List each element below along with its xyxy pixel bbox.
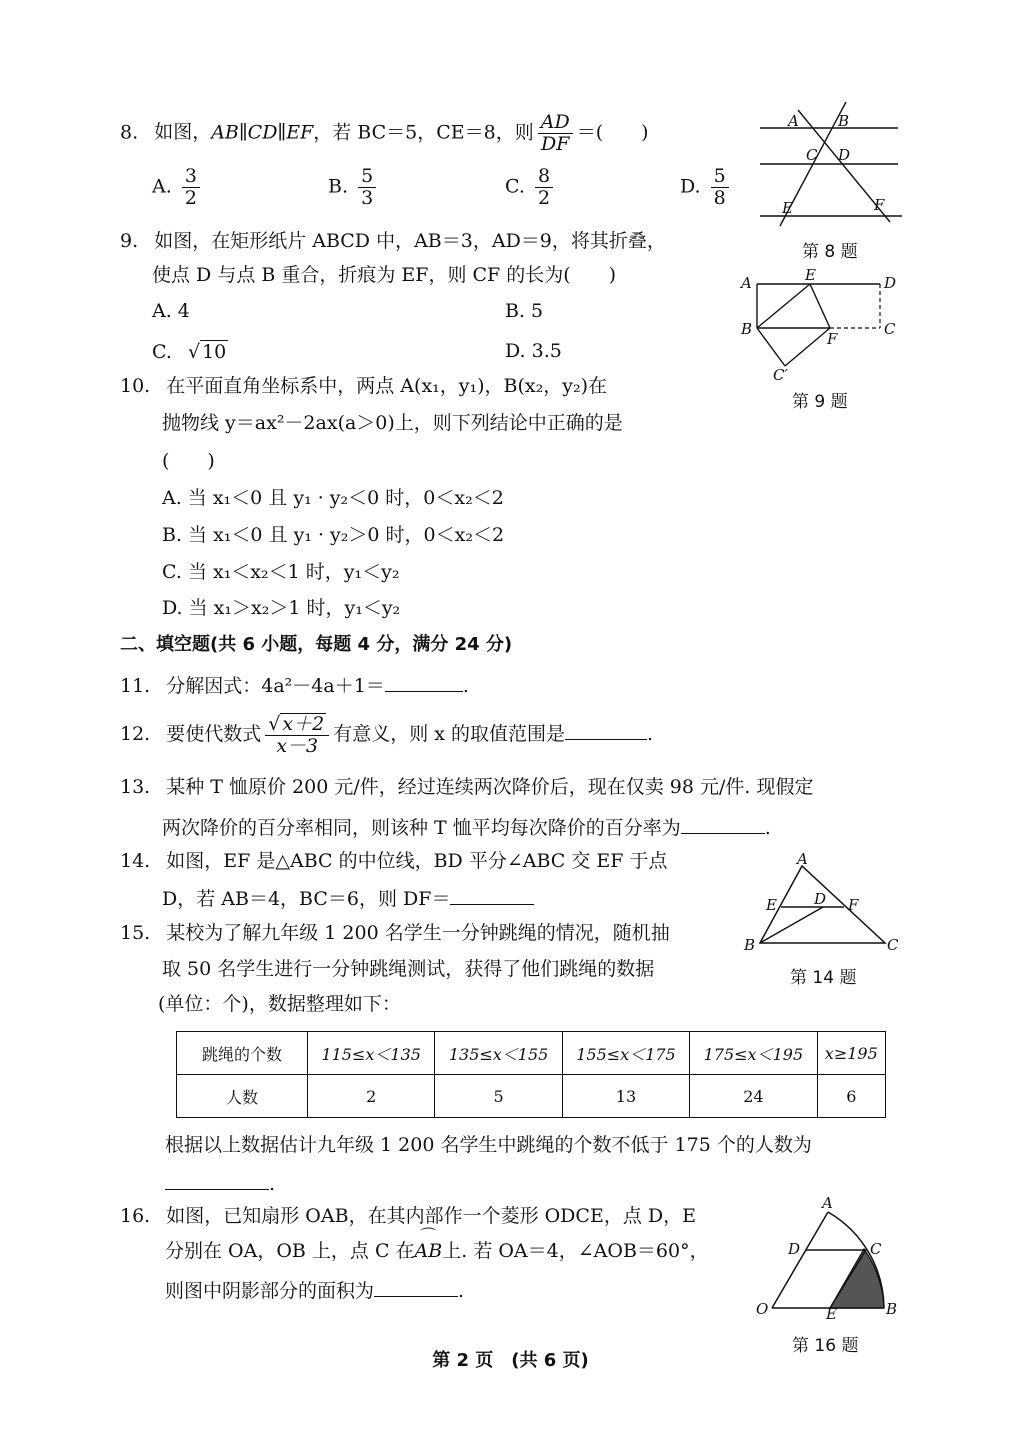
q10-option-a: A. 当 x₁＜0 且 y₁ · y₂＜0 时，0＜x₂＜2 (162, 487, 504, 509)
q12-number: 12. (120, 722, 151, 745)
fig14-label-e: E (766, 896, 777, 914)
fig14-label-c: C (887, 936, 899, 954)
q8-option-a: A. $\frac{3}{2}$ (152, 166, 204, 209)
figure-q14 (740, 850, 905, 955)
q10-line2: 抛物线 y＝ax²－2ax(a＞0)上，则下列结论中正确的是 (162, 412, 623, 434)
figure-q9 (735, 268, 905, 383)
q9-option-b: B. 5 (505, 300, 544, 322)
q10-option-d: D. 当 x₁＞x₂＞1 时，y₁＜y₂ (162, 597, 401, 619)
q8-option-b: B. $\frac{5}{3}$ (328, 166, 380, 209)
q16-answer-blank[interactable] (374, 1277, 458, 1297)
table-cell: 13 (562, 1075, 689, 1118)
fig8-label-f: F (874, 196, 885, 214)
table-cell: 5 (435, 1075, 562, 1118)
fig16-label-o: O (756, 1300, 769, 1318)
q15-line3: (单位：个)，数据整理如下： (158, 993, 401, 1015)
fig9-label-c-prime: C′ (773, 366, 788, 383)
fig16-label-c: C (870, 1240, 882, 1258)
q8-stem (120, 112, 649, 155)
q15-answer-blank[interactable] (165, 1170, 269, 1190)
table-cell: 2 (308, 1075, 435, 1118)
q14-line2: D，若 AB＝4，BC＝6，则 DF＝ (162, 885, 534, 911)
figure-q16 (752, 1192, 907, 1320)
fig9-label-a: A (741, 274, 752, 292)
q9-option-a: A. 4 (152, 300, 190, 322)
fig9-label-d: D (884, 274, 897, 292)
fig14-label-b: B (744, 936, 756, 954)
q9-line1: 9. 如图，在矩形纸片 ABCD 中，AB＝3，AD＝9，将其折叠， (120, 230, 666, 252)
table-header-cell: 人数 (177, 1075, 308, 1118)
table-cell: x≥195 (817, 1032, 885, 1075)
q8-answer-paren: ＝( ) (576, 121, 649, 144)
fig9-label-e: E (805, 268, 816, 284)
page-footer: 第 2 页 (共 6 页) (432, 1350, 589, 1371)
q8-text: 如图， (154, 121, 212, 144)
q13-line2: 两次降价的百分率相同，则该种 T 恤平均每次降价的百分率为 . (162, 814, 771, 840)
table-cell: 135≤x＜155 (435, 1032, 562, 1075)
q11-answer-blank[interactable] (385, 672, 463, 692)
table-cell: 175≤x＜195 (690, 1032, 817, 1075)
q9-sqrt-value: 10 (202, 341, 227, 363)
q15-answer: . (165, 1170, 275, 1196)
q12-fraction: $\frac{√ x+2}{x-3}$ (265, 713, 329, 757)
q8-expr: AB∥CD∥EF (211, 121, 314, 144)
table-row (177, 1032, 886, 1075)
q14-line1: 14. 如图，EF 是△ABC 的中位线，BD 平分∠ABC 交 EF 于点 (120, 850, 668, 872)
table-cell: 155≤x＜175 (562, 1032, 689, 1075)
q14-caption: 第 14 题 (790, 968, 857, 988)
q16-line3: 则图中阴影部分的面积为 . (165, 1277, 464, 1303)
fig9-label-f: F (827, 330, 838, 348)
q10-number: 10. (120, 375, 151, 397)
q12: 12. 要使代数式 $\frac{√ x+2}{x-3}$ 有意义，则 x 的取值范围是 . (120, 713, 654, 757)
q9-caption: 第 9 题 (792, 392, 848, 412)
q10-option-b: B. 当 x₁＜0 且 y₁ · y₂＞0 时，0＜x₂＜2 (162, 524, 505, 546)
q9-option-c: C. √ 10 (152, 341, 227, 363)
table-cell: 115≤x＜135 (308, 1032, 435, 1075)
q10-option-c: C. 当 x₁＜x₂＜1 时，y₁＜y₂ (162, 561, 400, 583)
figure-q8 (750, 100, 910, 230)
fig9-label-b: B (741, 320, 753, 338)
fig8-label-a: A (788, 112, 799, 130)
q14-number: 14. (120, 850, 151, 872)
fig14-label-f: F (848, 896, 859, 914)
fig16-label-e: E (826, 1305, 837, 1320)
q13-answer-blank[interactable] (681, 814, 765, 834)
table-cell: 24 (690, 1075, 817, 1118)
q15-number: 15. (120, 922, 151, 944)
q16-number: 16. (120, 1205, 151, 1227)
fig16-label-d: D (788, 1240, 801, 1258)
q13-line1: 13. 某种 T 恤原价 200 元/件，经过连续两次降价后，现在仅卖 98 元/件. 现假定 (120, 776, 814, 798)
q15-line1: 15. 某校为了解九年级 1 200 名学生一分钟跳绳的情况，随机抽 (120, 922, 670, 944)
q9-line2: 使点 D 与点 B 重合，折痕为 EF，则 CF 的长为( ) (152, 264, 617, 286)
section-heading: 二、填空题(共 6 小题，每题 4 分，满分 24 分) (120, 634, 513, 655)
q8-caption: 第 8 题 (802, 242, 858, 262)
fig8-label-d: D (838, 146, 851, 164)
q16-caption: 第 16 题 (792, 1336, 859, 1356)
q16-arc-ab: ⌒ AB (415, 1240, 443, 1263)
fig8-label-c: C (806, 146, 818, 164)
q16-line1: 16. 如图，已知扇形 OAB，在其内部作一个菱形 ODCE，点 D，E (120, 1205, 696, 1227)
q10-line1: 10. 在平面直角坐标系中，两点 A(x₁，y₁)，B(x₂，y₂)在 (120, 375, 608, 397)
q15-after-line: 根据以上数据估计九年级 1 200 名学生中跳绳的个数不低于 175 个的人数为 (165, 1134, 812, 1156)
q12-answer-blank[interactable] (565, 720, 647, 740)
q8-fraction: $\frac{AD}{DF}$ (538, 112, 573, 155)
q9-option-d: D. 3.5 (505, 340, 562, 362)
fig14-label-d: D (814, 890, 827, 908)
fig16-label-b: B (886, 1300, 898, 1318)
table-row (177, 1075, 886, 1118)
q15-line2: 取 50 名学生进行一分钟跳绳测试，获得了他们跳绳的数据 (162, 958, 655, 980)
fig9-label-c: C (884, 320, 896, 338)
q11-number: 11. (120, 675, 151, 697)
q16-line2: 分别在 OA，OB 上，点 C 在⌒ AB上. 若 OA＝4，∠AOB＝60°， (165, 1240, 709, 1263)
table-cell: 6 (817, 1075, 885, 1118)
fig14-label-a: A (797, 850, 808, 868)
q8-text-b: ，若 BC＝5，CE＝8，则 (313, 121, 534, 144)
q11: 11. 分解因式：4a²－4a＋1＝ . (120, 672, 469, 698)
fig16-label-a: A (822, 1194, 833, 1212)
q8-option-d: D. $\frac{5}{8}$ (680, 166, 733, 209)
q14-answer-blank[interactable] (450, 885, 534, 905)
fig8-label-e: E (782, 199, 793, 217)
q8-number: 8. (120, 121, 139, 144)
q8-option-c: C. $\frac{8}{2}$ (505, 166, 557, 209)
q13-number: 13. (120, 776, 151, 798)
fig8-label-b: B (838, 112, 850, 130)
table-header-cell: 跳绳的个数 (177, 1032, 308, 1075)
q10-line3: ( ) (162, 450, 215, 472)
q9-number: 9. (120, 230, 139, 252)
q15-data-table (176, 1031, 886, 1118)
